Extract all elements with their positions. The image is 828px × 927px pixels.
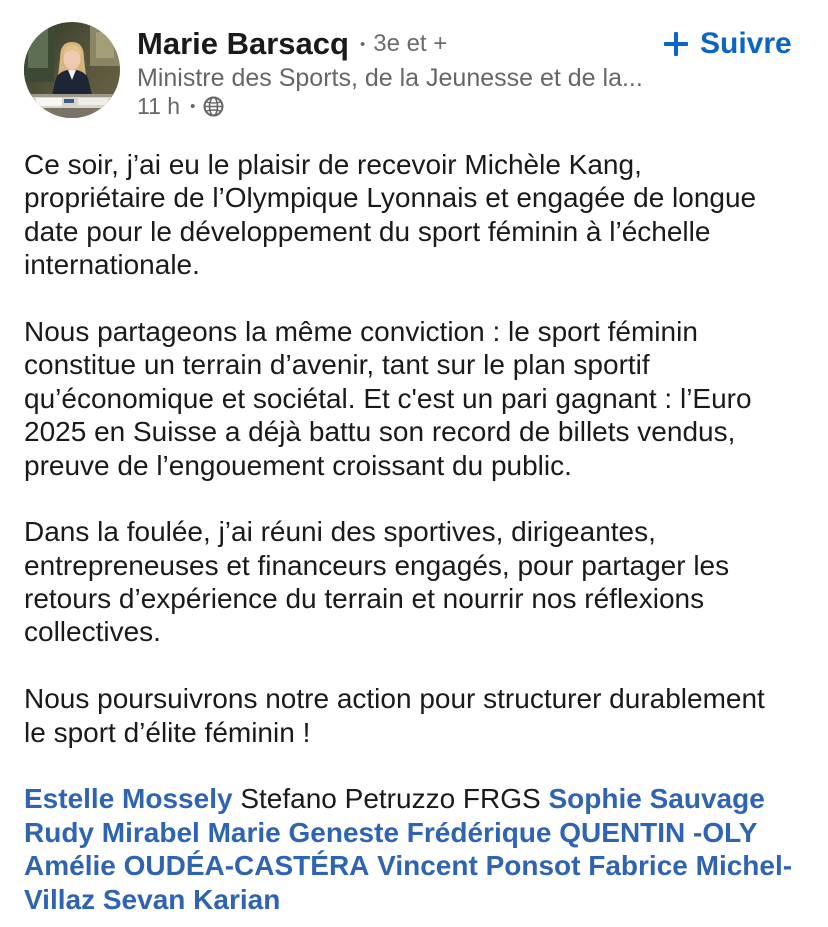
post-meta-row — [137, 92, 224, 120]
mention-link[interactable]: Sevan Karian — [102, 883, 281, 915]
author-headline: Ministre des Sports, de la Jeunesse et de la... — [137, 64, 643, 92]
mention-link[interactable]: Villaz — [24, 883, 96, 915]
author-name-row — [137, 25, 447, 63]
post-paragraph — [24, 315, 792, 482]
post-text-line: retours d’expérience du terrain et nourrir nos réflexions — [24, 583, 705, 615]
time-separator: • — [190, 97, 196, 115]
post-mentions — [24, 782, 792, 916]
post-time: 11 h — [137, 92, 181, 119]
post-paragraph — [24, 515, 792, 649]
post-paragraph — [24, 682, 792, 749]
post-text-line: 2025 en Suisse a déjà battu son record de billets vendus, — [24, 416, 736, 448]
mention-link[interactable]: Rudy Mirabel — [24, 816, 200, 848]
post-text-line: Nous poursuivrons notre action pour structurer durablement — [24, 683, 765, 715]
mentions-line — [24, 782, 792, 815]
mention-link[interactable]: Fabrice Michel- — [588, 850, 793, 882]
author-avatar[interactable] — [24, 22, 120, 118]
mention-link[interactable]: Estelle Mossely — [24, 783, 233, 815]
post-text-line: constitue un terrain d’avenir, tant sur le plan sportif — [24, 349, 650, 381]
post-text-line: qu’économique et sociétal. Et c'est un pari gagnant : l’Euro — [24, 382, 752, 414]
post-text-line: preuve de l’engouement croissant du public. — [24, 449, 572, 481]
connection-degree: 3e et + — [373, 30, 448, 57]
post-text-line: Nous partageons la même conviction : le sport féminin — [24, 315, 698, 347]
mentions-line — [24, 816, 792, 849]
post-text-line: date pour le développement du sport féminin à l’échelle — [24, 215, 711, 247]
mention-link[interactable]: Frédérique QUENTIN -OLY — [406, 816, 758, 848]
mention-link[interactable]: Marie Geneste — [207, 816, 400, 848]
mention-link[interactable]: Amélie OUDÉA-CASTÉRA — [24, 850, 370, 882]
follow-button[interactable] — [663, 25, 792, 63]
globe-icon — [203, 96, 224, 117]
post-text-line: Ce soir, j’ai eu le plaisir de recevoir Michèle Kang, — [24, 149, 642, 180]
author-name[interactable]: Marie Barsacq — [137, 26, 349, 61]
post-text-line: le sport d’élite féminin ! — [24, 716, 311, 748]
post-text-line: Dans la foulée, j’ai réuni des sportives, dirigeantes, — [24, 516, 656, 548]
follow-button-label: Suivre — [700, 27, 792, 60]
post-text-line: entrepreneuses et financeurs engagés, pour partager les — [24, 549, 730, 581]
post-text-line: propriétaire de l’Olympique Lyonnais et engagée de longue — [24, 182, 757, 214]
plus-icon — [663, 31, 689, 57]
mention-text-plain: Stefano Petruzzo FRGS — [240, 783, 541, 815]
post-text-line: collectives. — [24, 616, 161, 648]
profile-photo-icon — [24, 22, 120, 118]
mentions-line — [24, 883, 792, 916]
post-body — [24, 148, 792, 927]
post-text-line: internationale. — [24, 249, 200, 281]
mention-link[interactable]: Vincent Ponsot — [377, 850, 581, 882]
mention-link[interactable]: Sophie Sauvage — [548, 783, 765, 815]
mentions-line — [24, 849, 792, 882]
connection-separator: • — [359, 35, 366, 53]
post-paragraph — [24, 148, 792, 282]
